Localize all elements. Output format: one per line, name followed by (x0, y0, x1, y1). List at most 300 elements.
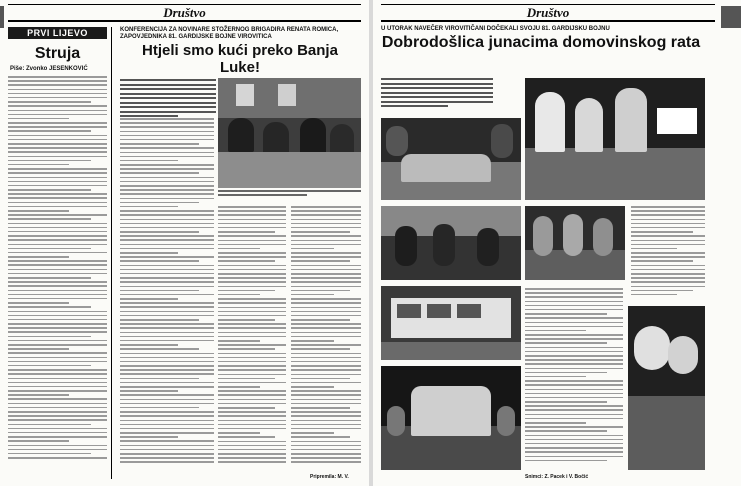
body-text-line (631, 290, 693, 292)
body-text-line (291, 219, 361, 221)
body-text-line (218, 219, 286, 221)
body-text-line (8, 193, 107, 195)
column-byline: Piše: Zvonko JESENKOVIĆ (10, 66, 88, 72)
body-text-line (525, 414, 623, 416)
body-text-line (218, 453, 286, 455)
body-text-line (218, 248, 260, 250)
body-text-line (120, 248, 214, 250)
body-text-line (8, 436, 107, 438)
body-text-line (120, 411, 214, 413)
body-text-line (120, 131, 214, 133)
body-text-line (120, 357, 214, 359)
body-text-line (525, 359, 623, 361)
body-text-line (8, 84, 107, 86)
body-text-line (120, 185, 214, 187)
press-photo-caption (218, 190, 361, 202)
body-text-line (8, 369, 107, 371)
body-text-line (218, 311, 286, 313)
body-text-line (218, 269, 286, 271)
body-text-line (525, 384, 623, 386)
body-text-line (218, 327, 286, 329)
right-article-kicker: U UTORAK NAVEČER VIROVITIČANI DOČEKALI SVOJU 81. GARDIJSKU BOJNU (381, 26, 610, 32)
body-text-line (8, 344, 107, 346)
body-text-line (8, 428, 107, 430)
body-text-line (218, 357, 286, 359)
body-text-line (218, 265, 286, 267)
body-text-line (218, 394, 286, 396)
body-text-line (120, 156, 214, 158)
body-text-line (218, 231, 275, 233)
body-text-line (631, 206, 705, 208)
body-text-line (525, 409, 623, 411)
body-text-line (291, 420, 361, 422)
body-text-line (631, 256, 705, 258)
body-text-line (525, 338, 623, 340)
body-text-line (8, 373, 107, 375)
body-text-line (291, 407, 350, 409)
body-text-line (218, 449, 286, 451)
body-text-line (120, 122, 214, 124)
article-text-column-3 (291, 206, 361, 468)
article-text-column-2 (218, 206, 286, 468)
column-body-text (8, 76, 107, 466)
body-text-line (631, 281, 705, 283)
body-text-line (8, 269, 107, 271)
body-text-line (218, 281, 286, 283)
body-text-line (120, 369, 214, 371)
body-text-line (631, 260, 693, 262)
body-text-line (120, 378, 199, 380)
body-text-line (120, 424, 214, 426)
body-text-line (8, 260, 107, 262)
body-text-line (631, 269, 705, 271)
body-text-line (8, 177, 107, 179)
body-text-line (8, 80, 107, 82)
body-text-line (8, 348, 69, 350)
body-text-line (218, 436, 275, 438)
body-text-line (218, 223, 286, 225)
body-text-line (218, 256, 286, 258)
body-text-line (8, 277, 91, 279)
body-text-line (631, 244, 705, 246)
body-text-line (120, 172, 199, 174)
body-text-line (8, 378, 107, 380)
body-text-line (291, 403, 361, 405)
body-text-line (120, 315, 214, 317)
body-text-line (120, 206, 178, 208)
body-text-line (218, 390, 286, 392)
body-text-line (291, 256, 361, 258)
body-text-line (8, 135, 107, 137)
body-text-line (120, 239, 214, 241)
body-text-line (120, 277, 214, 279)
body-text-line (8, 218, 91, 220)
body-text-line (8, 273, 107, 275)
body-text-line (291, 281, 361, 283)
body-text-line (120, 210, 214, 212)
body-text-line (291, 361, 361, 363)
body-text-line (8, 130, 91, 132)
body-text-line (8, 168, 107, 170)
body-text-line (525, 334, 623, 336)
body-text-line (291, 252, 361, 254)
body-text-line (218, 240, 286, 242)
body-text-line (525, 326, 623, 328)
body-text-line (291, 357, 361, 359)
body-text-line (218, 361, 286, 363)
body-text-line (8, 97, 107, 99)
body-text-line (8, 185, 107, 187)
body-text-line (525, 447, 623, 449)
right-newspaper-page (373, 0, 741, 486)
body-text-line (291, 240, 361, 242)
body-text-line (8, 252, 107, 254)
body-text-line (8, 160, 91, 162)
body-text-line (8, 227, 107, 229)
body-text-line (218, 407, 275, 409)
body-text-line (291, 415, 361, 417)
body-text-line (120, 290, 199, 292)
body-text-line (525, 330, 586, 332)
body-text-line (218, 340, 260, 342)
body-text-line (525, 418, 623, 420)
body-text-line (291, 223, 361, 225)
body-text-line (120, 323, 214, 325)
body-text-line (291, 332, 361, 334)
body-text-line (120, 415, 214, 417)
body-text-line (291, 260, 350, 262)
body-text-line (8, 122, 107, 124)
body-text-line (8, 235, 107, 237)
body-text-line (8, 264, 107, 266)
body-text-line (218, 445, 286, 447)
body-text-line (8, 457, 107, 459)
body-text-line (291, 340, 334, 342)
body-text-line (291, 378, 350, 380)
body-text-line (218, 244, 286, 246)
body-text-line (631, 248, 677, 250)
body-text-line (120, 273, 214, 275)
body-text-line (120, 294, 214, 296)
body-text-line (218, 420, 286, 422)
body-text-line (8, 248, 91, 250)
body-text-line (120, 327, 214, 329)
body-text-line (8, 445, 107, 447)
body-text-line (120, 382, 214, 384)
body-text-line (631, 240, 705, 242)
article-signature: Pripremila: M. V. (310, 474, 349, 480)
body-text-line (120, 160, 178, 162)
body-text-line (8, 256, 69, 258)
body-text-line (8, 306, 91, 308)
body-text-line (8, 105, 107, 107)
body-text-line (120, 219, 214, 221)
body-text-line (525, 430, 607, 432)
body-text-line (120, 353, 214, 355)
body-text-line (218, 369, 286, 371)
body-text-line (291, 457, 361, 459)
body-text-line (8, 319, 107, 321)
body-text-line (218, 348, 275, 350)
body-text-line (218, 415, 286, 417)
body-text-line (120, 332, 214, 334)
body-text-line (525, 322, 623, 324)
left-section-title: Društvo (163, 4, 206, 20)
body-text-line (291, 374, 361, 376)
body-text-line (218, 277, 286, 279)
body-text-line (120, 399, 214, 401)
body-text-line (291, 348, 350, 350)
body-text-line (8, 76, 107, 78)
body-text-line (8, 323, 107, 325)
body-text-line (120, 223, 214, 225)
body-text-line (120, 311, 214, 313)
body-text-line (218, 235, 286, 237)
body-text-line (120, 457, 214, 459)
body-text-line (291, 449, 361, 451)
body-text-line (8, 424, 91, 426)
crowd-car-photo (381, 118, 521, 200)
body-text-line (120, 193, 214, 195)
right-article-text-column (525, 288, 623, 466)
body-text-line (525, 443, 623, 445)
body-text-line (291, 319, 350, 321)
right-section-header (381, 4, 715, 22)
body-text-line (120, 147, 214, 149)
body-text-line (218, 302, 286, 304)
column-prvi-lijevo (8, 27, 112, 479)
body-text-line (291, 315, 361, 317)
body-text-line (291, 277, 361, 279)
body-text-line (218, 319, 275, 321)
body-text-line (120, 298, 178, 300)
body-text-line (8, 403, 107, 405)
body-text-line (8, 415, 107, 417)
body-text-line (291, 210, 361, 212)
body-text-line (8, 336, 91, 338)
body-text-line (525, 351, 623, 353)
body-text-line (525, 372, 607, 374)
bus-arrival-photo (381, 286, 521, 360)
body-text-line (120, 306, 214, 308)
body-text-line (8, 294, 107, 296)
press-conference-photo (218, 78, 361, 188)
body-text-line (120, 365, 214, 367)
body-text-line (525, 288, 623, 290)
body-text-line (631, 286, 705, 288)
body-text-line (8, 110, 107, 112)
body-text-line (8, 156, 107, 158)
body-text-line (120, 177, 214, 179)
body-text-line (8, 143, 107, 145)
body-text-line (291, 365, 361, 367)
body-text-line (218, 411, 286, 413)
body-text-line (291, 441, 361, 443)
body-text-line (631, 252, 705, 254)
body-text-line (218, 214, 286, 216)
body-text-line (218, 294, 260, 296)
left-section-header (8, 4, 361, 22)
body-text-line (291, 453, 361, 455)
right-article-lead (381, 78, 493, 110)
body-text-line (291, 344, 361, 346)
body-text-line (291, 290, 350, 292)
body-text-line (120, 202, 199, 204)
body-text-line (8, 449, 107, 451)
body-text-line (120, 348, 199, 350)
body-text-line (291, 382, 361, 384)
body-text-line (291, 206, 361, 208)
body-text-line (120, 340, 214, 342)
body-text-line (525, 368, 623, 370)
body-text-line (218, 336, 286, 338)
body-text-line (120, 118, 214, 120)
body-text-line (525, 397, 623, 399)
body-text-line (525, 296, 623, 298)
body-text-line (525, 305, 623, 307)
left-newspaper-page (0, 0, 369, 486)
page-edge-tab (721, 6, 741, 28)
body-text-line (218, 315, 286, 317)
body-text-line (218, 461, 286, 463)
body-text-line (120, 260, 199, 262)
body-text-line (291, 269, 361, 271)
body-text-line (120, 252, 178, 254)
body-text-line (120, 168, 214, 170)
body-text-line (525, 347, 623, 349)
body-text-line (218, 286, 286, 288)
body-text-line (291, 302, 361, 304)
body-text-line (525, 460, 607, 462)
body-text-line (120, 373, 214, 375)
body-text-line (120, 440, 214, 442)
body-text-line (291, 399, 361, 401)
right-article-text-column-2 (631, 206, 705, 302)
body-text-line (8, 126, 107, 128)
body-text-line (120, 181, 214, 183)
body-text-line (120, 227, 214, 229)
body-text-line (8, 172, 107, 174)
body-text-line (525, 309, 623, 311)
body-text-line (8, 231, 107, 233)
night-crowd-photo (381, 366, 521, 470)
body-text-line (8, 411, 107, 413)
body-text-line (218, 260, 275, 262)
body-text-line (525, 451, 623, 453)
body-text-line (8, 390, 107, 392)
body-text-line (120, 126, 214, 128)
body-text-line (291, 307, 361, 309)
body-text-line (291, 311, 361, 313)
body-text-line (631, 273, 705, 275)
body-text-line (8, 398, 107, 400)
body-text-line (120, 386, 214, 388)
body-text-line (525, 422, 586, 424)
body-text-line (291, 411, 361, 413)
body-text-line (120, 164, 214, 166)
soldiers-celebrating-photo (525, 78, 705, 200)
body-text-line (120, 139, 214, 141)
body-text-line (8, 164, 69, 166)
body-text-line (291, 231, 350, 233)
body-text-line (218, 252, 286, 254)
body-text-line (291, 336, 361, 338)
body-text-line (8, 298, 107, 300)
body-text-line (218, 365, 286, 367)
body-text-line (8, 139, 107, 141)
body-text-line (291, 432, 334, 434)
body-text-line (291, 298, 361, 300)
body-text-line (8, 214, 107, 216)
body-text-line (8, 394, 69, 396)
body-text-line (291, 428, 361, 430)
body-text-line (8, 210, 69, 212)
body-text-line (8, 101, 91, 103)
body-text-line (525, 363, 623, 365)
body-text-line (8, 239, 107, 241)
body-text-line (525, 426, 623, 428)
body-text-line (120, 286, 214, 288)
body-text-line (525, 401, 607, 403)
body-text-line (8, 407, 107, 409)
body-text-line (8, 432, 107, 434)
body-text-line (120, 244, 214, 246)
body-text-line (8, 311, 107, 313)
body-text-line (631, 227, 705, 229)
body-text-line (218, 382, 286, 384)
body-text-line (120, 394, 214, 396)
right-article-headline: Dobrodošlica junacima domovinskog rata (381, 34, 701, 51)
body-text-line (8, 223, 107, 225)
body-text-line (8, 290, 107, 292)
body-text-line (120, 453, 214, 455)
body-text-line (120, 269, 214, 271)
body-text-line (631, 231, 693, 233)
body-text-line (631, 235, 705, 237)
body-text-line (8, 419, 107, 421)
body-text-line (291, 227, 361, 229)
body-text-line (218, 307, 286, 309)
body-text-line (291, 436, 350, 438)
truck-soldiers-photo (381, 206, 521, 280)
body-text-line (525, 380, 623, 382)
body-text-line (218, 206, 286, 208)
column-title: Struja (34, 45, 81, 62)
body-text-line (631, 294, 677, 296)
body-text-line (525, 292, 623, 294)
right-article-signature: Snimci: Z. Pacek i V. Bočić (525, 474, 589, 480)
body-text-line (291, 244, 361, 246)
body-text-line (218, 457, 286, 459)
body-text-line (631, 210, 705, 212)
body-text-line (218, 424, 286, 426)
body-text-line (525, 342, 607, 344)
body-text-line (120, 428, 214, 430)
body-text-line (218, 298, 286, 300)
body-text-line (8, 93, 107, 95)
body-text-line (525, 439, 623, 441)
body-text-line (8, 361, 107, 363)
body-text-line (120, 445, 214, 447)
body-text-line (525, 355, 623, 357)
body-text-line (120, 336, 214, 338)
body-text-line (8, 202, 107, 204)
body-text-line (525, 317, 623, 319)
body-text-line (525, 435, 623, 437)
soldiers-group-photo (525, 206, 625, 280)
body-text-line (291, 235, 361, 237)
body-text-line (8, 302, 69, 304)
